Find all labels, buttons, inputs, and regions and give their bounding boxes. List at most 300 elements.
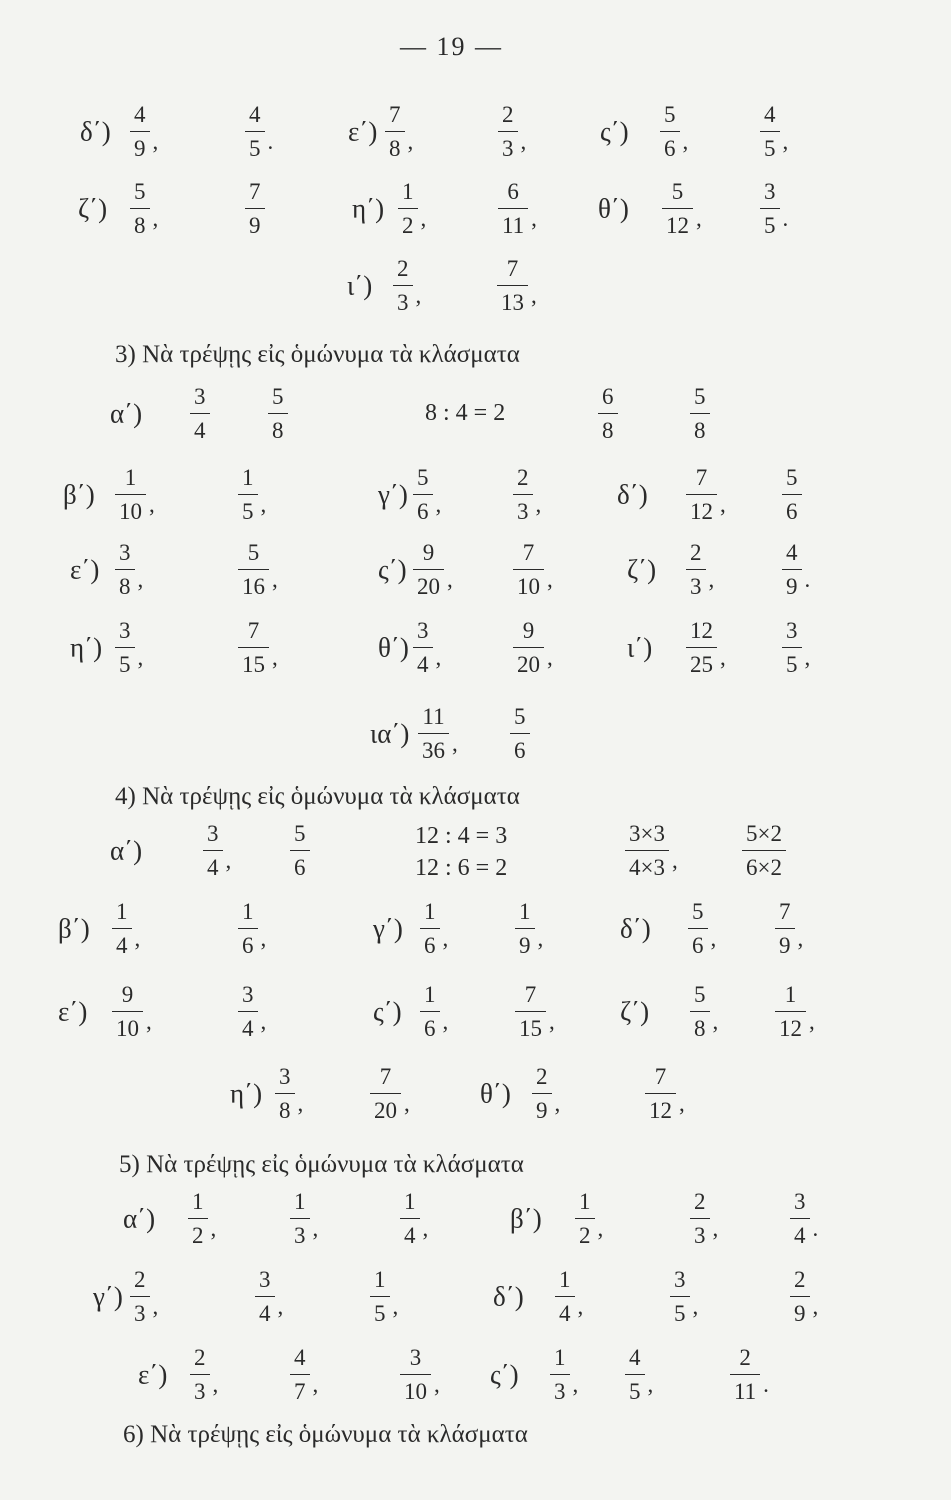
fraction [662, 179, 702, 238]
numerator: 3 [207, 821, 219, 846]
punctuation: , [152, 1294, 159, 1319]
denominator: 4 [207, 855, 219, 880]
numerator: 2 [194, 1345, 206, 1370]
punctuation: , [435, 645, 442, 670]
denominator: 4 [259, 1301, 271, 1326]
punctuation: , [407, 129, 414, 154]
fraction [782, 466, 802, 523]
denominator: 15 [242, 652, 265, 677]
denominator: 5 [674, 1301, 686, 1326]
numerator: 4 [764, 102, 776, 127]
fraction [498, 102, 527, 161]
numerator: 11 [422, 704, 445, 729]
exercise-label: θ΄) [378, 632, 409, 663]
punctuation: , [679, 1091, 685, 1116]
fraction [645, 1064, 685, 1123]
exercise-heading: 3) Νὰ τρέψῃς εἰς ὁμώνυμα τὰ κλάσματα [115, 341, 520, 368]
denominator: 4 [194, 418, 206, 443]
fraction [400, 1189, 429, 1248]
fraction [370, 1267, 399, 1326]
denominator: 3 [690, 574, 702, 599]
punctuation: . [804, 567, 811, 592]
fraction [385, 102, 414, 161]
fraction [688, 899, 717, 958]
numerator: 1 [559, 1267, 571, 1292]
exercise-label: α΄) [110, 835, 143, 866]
numerator: 1 [784, 982, 797, 1007]
exercise-label: ς΄) [378, 554, 407, 585]
denominator: 8 [119, 574, 131, 599]
denominator: 6×2 [746, 855, 782, 880]
numerator: 3 [119, 540, 131, 565]
punctuation: , [434, 1372, 440, 1397]
exercise-label: β΄) [63, 479, 95, 510]
fraction [255, 1267, 284, 1326]
numerator: 2 [739, 1345, 751, 1370]
fraction [790, 1189, 819, 1248]
numerator: 7 [522, 540, 535, 565]
punctuation: , [146, 1009, 152, 1034]
numerator: 3 [764, 179, 776, 204]
denominator: 8 [134, 213, 146, 238]
exercise-label: β΄) [58, 913, 90, 944]
numerator: 7 [379, 1064, 392, 1089]
denominator: 12 [779, 1016, 802, 1041]
numerator: 3 [194, 384, 206, 409]
punctuation: , [297, 1091, 304, 1116]
punctuation: , [782, 129, 789, 154]
computation-line: 12 : 4 = 3 [415, 823, 508, 849]
exercise-label: ι΄) [627, 632, 653, 663]
exercise-label: ε΄) [58, 996, 88, 1027]
denominator: 6 [786, 499, 798, 524]
computation-line: 12 : 6 = 2 [415, 855, 508, 881]
punctuation: , [682, 129, 689, 154]
fraction [670, 1267, 699, 1326]
numerator: 3 [674, 1267, 686, 1292]
numerator: 9 [522, 618, 535, 643]
fraction [555, 1267, 584, 1326]
numerator: 2 [502, 102, 514, 127]
denominator: 9 [786, 574, 798, 599]
numerator: 5 [247, 540, 260, 565]
denominator: 3 [694, 1223, 706, 1248]
exercise-label: η΄) [352, 193, 385, 224]
numerator: 2 [690, 540, 702, 565]
denominator: 6 [242, 933, 254, 958]
denominator: 12 [666, 213, 689, 238]
denominator: 8 [602, 418, 614, 443]
fraction [245, 180, 265, 237]
fraction [112, 982, 152, 1041]
fraction [413, 540, 453, 599]
fraction [532, 1064, 561, 1123]
numerator: 3 [119, 618, 131, 643]
punctuation: , [712, 1216, 719, 1241]
denominator: 5 [764, 136, 776, 161]
denominator: 12 [690, 499, 713, 524]
fraction [498, 179, 537, 238]
fraction [400, 1345, 440, 1404]
numerator: 5 [134, 179, 146, 204]
denominator: 15 [519, 1016, 542, 1041]
numerator: 2 [694, 1189, 706, 1214]
numerator: 1 [116, 899, 128, 924]
punctuation: , [137, 567, 144, 592]
punctuation: , [415, 283, 422, 308]
numerator: 7 [654, 1064, 667, 1089]
fraction [513, 465, 542, 524]
punctuation: , [212, 1372, 219, 1397]
fraction [550, 1345, 579, 1404]
denominator: 2 [192, 1223, 204, 1248]
punctuation: , [442, 1009, 449, 1034]
fraction [686, 465, 726, 524]
denominator: 3 [194, 1379, 206, 1404]
fraction [112, 899, 141, 958]
punctuation: , [225, 848, 232, 873]
denominator: 4 [116, 933, 128, 958]
exercise-label: ς΄) [600, 116, 629, 147]
punctuation: , [272, 567, 278, 592]
exercise-label: γ΄) [378, 479, 408, 510]
numerator: 3 [409, 1345, 422, 1370]
punctuation: , [647, 1372, 654, 1397]
numerator: 5 [694, 982, 706, 1007]
numerator: 3 [242, 982, 254, 1007]
numerator: 5 [417, 465, 429, 490]
denominator: 8 [694, 418, 706, 443]
fraction [690, 385, 710, 442]
numerator: 5 [692, 899, 704, 924]
denominator: 6 [294, 855, 306, 880]
denominator: 5 [764, 213, 776, 238]
numerator: 1 [519, 899, 531, 924]
exercise-heading: 4) Νὰ τρέψῃς εἰς ὁμώνυμα τὰ κλάσματα [115, 783, 520, 810]
denominator: 25 [690, 652, 713, 677]
denominator: 3 [554, 1379, 566, 1404]
denominator: 6 [417, 499, 429, 524]
numerator: 3 [279, 1064, 291, 1089]
fraction [290, 822, 310, 879]
punctuation: , [720, 645, 726, 670]
numerator: 7 [249, 179, 261, 204]
denominator: 5 [786, 652, 798, 677]
numerator: 1 [579, 1189, 591, 1214]
punctuation: , [797, 926, 804, 951]
denominator: 2 [579, 1223, 591, 1248]
exercise-label: δ΄) [620, 913, 651, 944]
punctuation: , [392, 1294, 399, 1319]
punctuation: , [134, 926, 141, 951]
denominator: 3 [502, 136, 514, 161]
numerator: 5 [294, 821, 306, 846]
numerator: 1 [242, 465, 254, 490]
numerator: 1 [554, 1345, 566, 1370]
denominator: 10 [119, 499, 142, 524]
numerator: 4 [294, 1345, 306, 1370]
computation-line: 8 : 4 = 2 [425, 400, 506, 426]
numerator: 7 [247, 618, 260, 643]
numerator: 5 [272, 384, 284, 409]
fraction [760, 179, 789, 238]
exercise-label: θ΄) [598, 193, 629, 224]
fraction [370, 1064, 410, 1123]
punctuation: , [547, 645, 553, 670]
exercise-label: δ΄) [493, 1281, 524, 1312]
denominator: 4 [794, 1223, 806, 1248]
numerator: 6 [602, 384, 614, 409]
denominator: 9 [536, 1098, 548, 1123]
exercise-label: ς΄) [490, 1359, 519, 1390]
fraction [130, 179, 159, 238]
punctuation: , [152, 129, 159, 154]
exercise-label: ι΄) [347, 270, 373, 301]
punctuation: , [720, 492, 726, 517]
numerator: 1 [124, 465, 137, 490]
denominator: 3 [134, 1301, 146, 1326]
punctuation: , [708, 567, 715, 592]
numerator: 2 [397, 256, 409, 281]
numerator: 5 [514, 704, 526, 729]
exercise-label: ια΄) [370, 718, 410, 749]
denominator: 11 [502, 213, 525, 238]
denominator: 3 [517, 499, 529, 524]
punctuation: , [447, 567, 453, 592]
punctuation: , [272, 645, 278, 670]
denominator: 8 [389, 136, 401, 161]
numerator: 5 [671, 179, 684, 204]
exercise-label: α΄) [110, 398, 143, 429]
denominator: 9 [249, 213, 261, 238]
punctuation: , [149, 492, 155, 517]
exercise-label: ε΄) [138, 1359, 168, 1390]
denominator: 8 [279, 1098, 291, 1123]
denominator: 6 [664, 136, 676, 161]
exercise-label: γ΄) [93, 1281, 123, 1312]
punctuation: , [696, 206, 702, 231]
denominator: 8 [272, 418, 284, 443]
exercise-label: ε΄) [348, 116, 378, 147]
numerator: 2 [517, 465, 529, 490]
fraction [115, 465, 155, 524]
fraction [690, 982, 719, 1041]
punctuation: , [210, 1216, 217, 1241]
fraction [660, 102, 689, 161]
punctuation: , [452, 731, 458, 756]
fraction [598, 385, 618, 442]
numerator: 7 [389, 102, 401, 127]
denominator: 11 [734, 1379, 757, 1404]
fraction [510, 705, 530, 762]
exercise-label: ς΄) [373, 996, 402, 1027]
exercise-label: η΄) [230, 1078, 263, 1109]
denominator: 12 [649, 1098, 672, 1123]
punctuation: . [267, 129, 274, 154]
numerator: 7 [524, 982, 537, 1007]
exercise-label: η΄) [70, 632, 103, 663]
punctuation: , [537, 926, 544, 951]
denominator: 2 [402, 213, 414, 238]
fraction [625, 821, 678, 880]
numerator: 5×2 [746, 821, 782, 846]
fraction [290, 1345, 319, 1404]
denominator: 3 [294, 1223, 306, 1248]
fraction [238, 899, 267, 958]
denominator: 6 [514, 738, 526, 763]
fraction [115, 618, 144, 677]
fraction [290, 1189, 319, 1248]
numerator: 6 [507, 179, 519, 204]
punctuation: , [531, 283, 537, 308]
punctuation: , [535, 492, 542, 517]
denominator: 10 [404, 1379, 427, 1404]
exercise-label: α΄) [123, 1203, 156, 1234]
numerator: 4 [786, 540, 798, 565]
exercise-heading: 6) Νὰ τρέψῃς εἰς ὁμώνυμα τὰ κλάσματα [123, 1421, 528, 1448]
numerator: 2 [134, 1267, 146, 1292]
fraction [515, 982, 555, 1041]
denominator: 5 [629, 1379, 641, 1404]
punctuation: , [137, 645, 144, 670]
denominator: 5 [374, 1301, 386, 1326]
punctuation: , [597, 1216, 604, 1241]
punctuation: , [260, 1009, 267, 1034]
fraction [238, 618, 278, 677]
denominator: 6 [424, 933, 436, 958]
numerator: 9 [422, 540, 435, 565]
fraction [782, 540, 811, 599]
fraction [575, 1189, 604, 1248]
fraction [238, 465, 267, 524]
numerator: 3 [786, 618, 798, 643]
punctuation: , [710, 926, 717, 951]
fraction [420, 982, 449, 1041]
exercise-heading: 5) Νὰ τρέψῃς εἰς ὁμώνυμα τὰ κλάσματα [119, 1151, 524, 1178]
punctuation: , [572, 1372, 579, 1397]
denominator: 16 [242, 574, 265, 599]
numerator: 9 [121, 982, 134, 1007]
denominator: 20 [374, 1098, 397, 1123]
denominator: 36 [422, 738, 445, 763]
fraction [393, 256, 422, 315]
fraction [775, 982, 815, 1041]
denominator: 7 [294, 1379, 306, 1404]
punctuation: , [435, 492, 442, 517]
numerator: 3 [417, 618, 429, 643]
numerator: 1 [374, 1267, 386, 1292]
punctuation: , [260, 926, 267, 951]
fraction [418, 704, 458, 763]
fraction [515, 899, 544, 958]
punctuation: , [277, 1294, 284, 1319]
numerator: 5 [664, 102, 676, 127]
denominator: 10 [116, 1016, 139, 1041]
denominator: 5 [249, 136, 261, 161]
fraction [420, 899, 449, 958]
fraction [742, 822, 786, 879]
fraction [245, 102, 274, 161]
fraction [625, 1345, 654, 1404]
denominator: 10 [517, 574, 540, 599]
numerator: 4 [134, 102, 146, 127]
denominator: 9 [134, 136, 146, 161]
punctuation: , [520, 129, 527, 154]
exercise-label: γ΄) [373, 913, 403, 944]
fraction [686, 618, 726, 677]
numerator: 5 [694, 384, 706, 409]
exercise-label: β΄) [510, 1203, 542, 1234]
fraction [775, 899, 804, 958]
numerator: 1 [404, 1189, 416, 1214]
denominator: 9 [779, 933, 791, 958]
fraction [115, 540, 144, 599]
denominator: 20 [417, 574, 440, 599]
fraction [513, 618, 553, 677]
numerator: 7 [779, 899, 791, 924]
punctuation: , [692, 1294, 699, 1319]
numerator: 3 [794, 1189, 806, 1214]
denominator: 9 [519, 933, 531, 958]
punctuation: , [547, 567, 553, 592]
fraction [398, 179, 427, 238]
denominator: 13 [501, 290, 524, 315]
fraction [238, 540, 278, 599]
fraction [690, 1189, 719, 1248]
fraction [497, 256, 537, 315]
punctuation: , [420, 206, 427, 231]
punctuation: , [312, 1216, 319, 1241]
fraction [760, 102, 789, 161]
fraction [190, 385, 210, 442]
denominator: 6 [424, 1016, 436, 1041]
exercise-label: δ΄) [80, 116, 111, 147]
fraction [188, 1189, 217, 1248]
fraction [730, 1345, 769, 1404]
punctuation: . [763, 1372, 769, 1397]
numerator: 1 [424, 982, 436, 1007]
denominator: 6 [692, 933, 704, 958]
fraction [790, 1267, 819, 1326]
punctuation: , [312, 1372, 319, 1397]
exercise-label: θ΄) [480, 1078, 511, 1109]
denominator: 9 [794, 1301, 806, 1326]
denominator: 4 [417, 652, 429, 677]
fraction [238, 982, 267, 1041]
exercise-label: δ΄) [617, 479, 648, 510]
denominator: 20 [517, 652, 540, 677]
fraction [782, 618, 811, 677]
punctuation: , [812, 1294, 819, 1319]
fraction [203, 821, 232, 880]
numerator: 1 [402, 179, 414, 204]
numerator: 1 [424, 899, 436, 924]
numerator: 3×3 [629, 821, 665, 846]
denominator: 4 [242, 1016, 254, 1041]
numerator: 4 [629, 1345, 641, 1370]
punctuation: , [442, 926, 449, 951]
punctuation: , [152, 206, 159, 231]
numerator: 5 [786, 465, 798, 490]
denominator: 5 [242, 499, 254, 524]
numerator: 2 [536, 1064, 548, 1089]
punctuation: . [782, 206, 789, 231]
exercise-label: ζ΄) [620, 996, 650, 1027]
numerator: 4 [249, 102, 261, 127]
exercise-label: ε΄) [70, 554, 100, 585]
fraction [190, 1345, 219, 1404]
punctuation: , [549, 1009, 555, 1034]
